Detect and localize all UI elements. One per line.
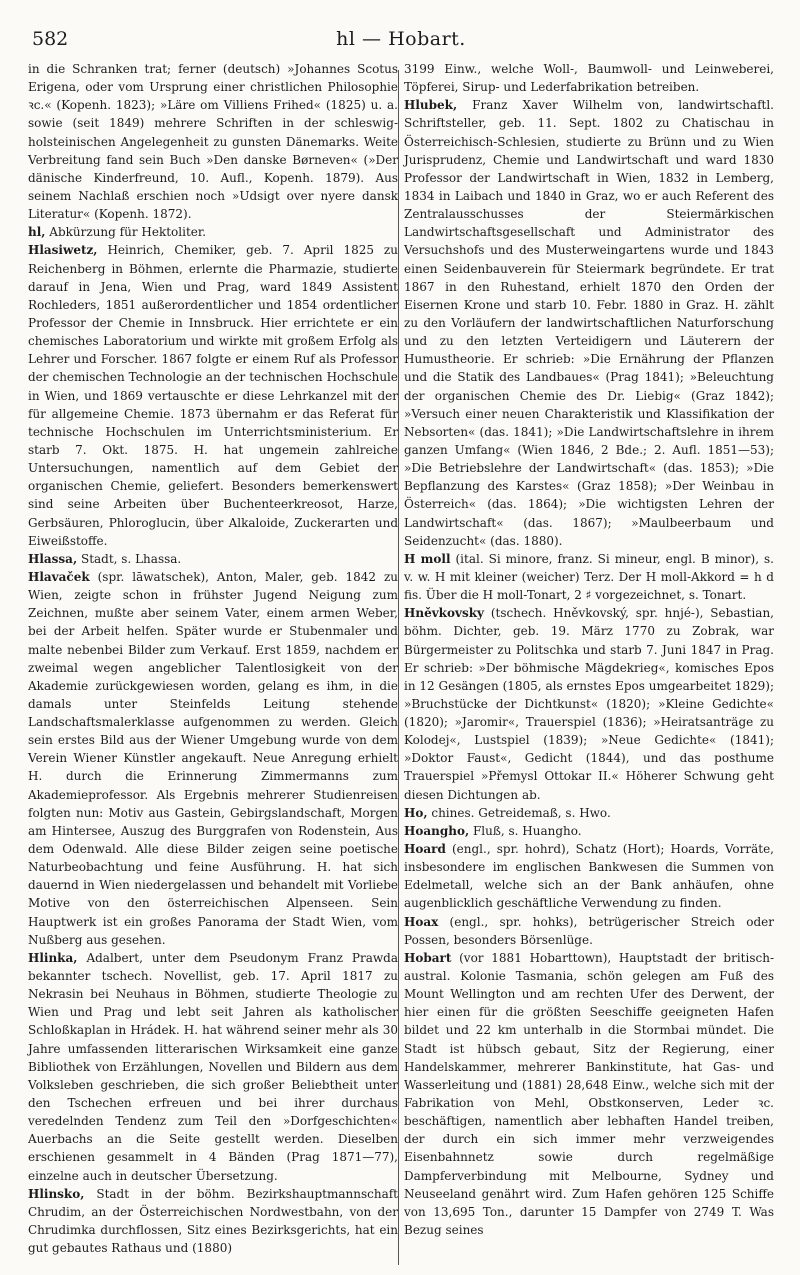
- dictionary-entry: [404, 949, 774, 1239]
- entry-text: (ital. Si minore, franz. Si mineur, engl. B minor), s. v. w. H mit kleiner (weicher) Terz. Der H moll-Akkord = h d fis. Über die H moll-Tonart, 2 ♯ vorgezeichnet, s. Tonart.: [404, 551, 774, 603]
- entry-headword: Hoax: [404, 914, 439, 929]
- dictionary-entry: [28, 241, 398, 549]
- text-columns: [28, 60, 774, 1257]
- entry-text: (tschech. Hněvkovský, spr. hnjé-), Sebastian, böhm. Dichter, geb. 19. März 1770 zu Zobrak, war Bürgermeister zu Politschka und starb 7. Juni 1847 in Prag. Er schrieb: »Der böhmische Mägdekrieg«, komisches Epos in 12 Gesängen (1805, als ernstes Epos umgearbeitet 1829); »Bruchstücke der Dichtkunst« (1820); »Kleine Gedichte« (1820); »Jaromir«, Trauerspiel (1836); »Heiratsanträge zu Kolodej«, Lustspiel (1839); »Neue Gedichte« (1841); »Doktor Faust«, Gedicht (1844), und das posthume Trauerspiel »Přemysl Ottokar II.« Höherer Schwung geht diesen Dichtungen ab.: [404, 606, 774, 802]
- entry-headword: hl,: [28, 225, 46, 240]
- entry-text: Adalbert, unter dem Pseudonym Franz Prawda bekannter tschech. Novellist, geb. 17. April 1817 zu Nekrasin bei Neuhaus in Böhmen, studierte Theologie zu Wien und Prag und lebt seit Jahren als katholischer Schloßkaplan in Hrádek. H. hat während seiner mehr als 30 Jahre umfassenden litterarischen Wirksamkeit eine ganze Bibliothek von Erzählungen, Novellen und Bildern aus dem Volksleben geschrieben, die sich großer Beliebtheit unter den Tschechen erfreuen und bei ihrer durchaus veredelnden Tendenz zum Teil den »Dorfgeschichten« Auerbachs an die Seite gestellt werden. Dieselben erschienen gesammelt in 4 Bänden (Prag 1871—77), einzelne auch in deutscher Übersetzung.: [28, 950, 398, 1183]
- entry-text: Stadt in der böhm. Bezirkshauptmannschaft Chrudim, an der Österreichischen Nordwestbahn, von der Chrudimka durchflossen, Sitz eines Bezirksgerichts, hat ein gut gebautes Rathaus und (1880): [28, 1186, 398, 1256]
- dictionary-entry: [28, 1185, 398, 1258]
- entry-headword: Hlassa,: [28, 551, 78, 566]
- dictionary-entry: [404, 96, 774, 550]
- left-column: [28, 60, 398, 1257]
- dictionary-entry: [28, 550, 398, 568]
- dictionary-entry: [404, 604, 774, 804]
- entry-headword: Hlavaček: [28, 569, 90, 584]
- entry-text: chines. Getreidemaß, s. Hwo.: [431, 805, 611, 820]
- entry-text: Stadt, s. Lhassa.: [80, 551, 182, 566]
- dictionary-entry: [404, 804, 774, 822]
- dictionary-entry: [404, 60, 774, 96]
- entry-text: Franz Xaver Wilhelm von, landwirtschaftl. Schriftsteller, geb. 11. Sept. 1802 zu Chatischau in Österreichisch-Schlesien, studierte zu Brünn und zu Wien Jurisprudenz, Chemie und Landwirtschaft und ward 1830 Professor der Landwirtschaft in Wien, 1832 in Lemberg, 1834 in Laibach und 1840 in Graz, wo er auch Referent des Zentralausschusses der Steiermärkischen Landwirtschaftsgesellschaft und Administrator des Versuchshofs und des Musterweingartens wurde und 1843 einen Seidenbauverein für Steiermark begründete. Er trat 1867 in den Ruhestand, erhielt 1870 den Orden der Eisernen Krone und starb 10. Febr. 1880 in Graz. H. zählt zu den Vorläufern der landwirtschaftlichen Naturforschung und zu den letzten Verteidigern und Läuterern der Humustheorie. Er schrieb: »Die Ernährung der Pflanzen und die Statik des Landbaues« (Prag 1841); »Beleuchtung der organischen Chemie des Dr. Liebig« (Graz 1842); »Versuch einer neuen Charakteristik und Klassifikation der Nebsorten« (das. 1841); »Die Landwirtschaftslehre in ihrem ganzen Umfang« (Wien 1846, 2 Bde.; 2. Aufl. 1851—53); »Die Betriebslehre der Landwirtschaft« (das. 1853); »Die Bepflanzung des Karstes« (Graz 1858); »Der Weinbau in Österreich« (das. 1864); »Die wichtigsten Lehren der Landwirtschaft« (das. 1867); »Maulbeerbaum und Seidenzucht« (das. 1880).: [404, 98, 774, 548]
- entry-headword: Ho,: [404, 805, 428, 820]
- entry-headword: Hobart: [404, 950, 452, 965]
- dictionary-entry: [404, 913, 774, 949]
- dictionary-entry: [28, 949, 398, 1185]
- entry-text: in die Schranken trat; ferner (deutsch) »Johannes Scotus Erigena, oder vom Ursprung einer christlichen Philosophie ꝛc.« (Kopenh. 1823); »Läre om Villiens Frihed« (1825) u. a. sowie (seit 1849) mehrere Schriften in der schleswig-holsteinischen Angelegenheit zu gunsten Dänemarks. Weite Verbreitung fand sein Buch »Den danske Børneven« (»Der dänische Kinderfreund, 10. Aufl., Kopenh. 1879). Aus seinem Nachlaß erschien noch »Udsigt over nyere dansk Literatur« (Kopenh. 1872).: [28, 62, 398, 222]
- entry-headword: Hlinka,: [28, 950, 78, 965]
- entry-headword: H moll: [404, 551, 451, 566]
- page-number: 582: [32, 28, 69, 50]
- dictionary-entry: [404, 550, 774, 604]
- dictionary-entry: [404, 840, 774, 913]
- entry-headword: Hlasiwetz,: [28, 243, 98, 258]
- column-divider: [398, 70, 399, 1265]
- page-header: [28, 26, 774, 60]
- entry-text: (engl., spr. hohrd), Schatz (Hort); Hoards, Vorräte, insbesondere im englischen Bankwesen die Summen von Edelmetall, welche sich an der Bank anhäufen, ohne augenblicklich geschäftliche Verwendung zu finden.: [404, 842, 774, 911]
- entry-headword: Hněvkovsky: [404, 606, 485, 621]
- dictionary-entry: [28, 60, 398, 223]
- dictionary-entry: [28, 223, 398, 241]
- entry-text: Abkürzung für Hektoliter.: [49, 225, 207, 240]
- entry-text: Fluß, s. Huangho.: [472, 823, 582, 838]
- entry-text: (spr. lāwatschek), Anton, Maler, geb. 1842 zu Wien, zeigte schon in frühster Jugend Neigung zum Zeichnen, mußte aber seinem Vater, einem armen Weber, bei der Arbeit helfen. Später wurde er Stubenmaler und malte nebenbei Bilder zum Verkauf. Erst 1859, nachdem er zweimal wegen angeblicher Talentlosigkeit von der Akademie zurückgewiesen worden, gelang es ihm, in die damals unter Steinfelds Leitung stehende Landschaftsmalerklasse aufgenommen zu werden. Gleich sein erstes Bild aus der Wiener Umgebung wurde von dem Verein Wiener Künstler angekauft. Neue Anregung erhielt H. durch die Erinnerung Zimmermanns zum Akademieprofessor. Als Ergebnis mehrerer Studienreisen folgten nun: Motiv aus Gastein, Gebirgslandschaft, Morgen am Hintersee, Auszug des Burggrafen von Rodenstein, Aus dem Odenwald. Alle diese Bilder zeigen seine poetische Naturbeobachtung und feine Ausführung. H. hat sich dauernd in Wien niedergelassen und behandelt mit Vorliebe Motive von den österreichischen Alpenseen. Sein Hauptwerk ist ein großes Panorama der Stadt Wien, vom Nußberg aus gesehen.: [28, 569, 398, 947]
- dictionary-entry: [28, 568, 398, 949]
- entry-text: (engl., spr. hohks), betrügerischer Streich oder Possen, besonders Börsenlüge.: [404, 914, 774, 947]
- entry-text: Heinrich, Chemiker, geb. 7. April 1825 zu Reichenberg in Böhmen, erlernte die Pharmazie, studierte darauf in Jena, Wien und Prag, ward 1849 Assistent Rochleders, 1851 außerordentlicher und 1854 ordentlicher Professor der Chemie in Innsbruck. Hier errichtete er ein chemisches Laboratorium und wirkte mit großem Erfolg als Lehrer und Forscher. 1867 folgte er einem Ruf als Professor der chemischen Technologie an der technischen Hochschule in Wien, und 1869 vertauschte er diese Lehrkanzel mit der für allgemeine Chemie. 1873 übernahm er das Referat für technische Hochschulen im Unterrichtsministerium. Er starb 7. Okt. 1875. H. hat ungemein zahlreiche Untersuchungen, namentlich auf dem Gebiet der organischen Chemie, geliefert. Besonders bemerkenswert sind seine Arbeiten über Buchenteerkreosot, Harze, Gerbsäuren, Phloroglucin, über Alkaloide, Zuckerarten und Eiweißstoffe.: [28, 243, 398, 548]
- entry-headword: Hlubek,: [404, 98, 458, 113]
- entry-headword: Hoard: [404, 842, 446, 857]
- entry-headword: Hlinsko,: [28, 1186, 85, 1201]
- dictionary-entry: [404, 822, 774, 840]
- entry-headword: Hoangho,: [404, 823, 470, 838]
- running-head: hl — Hobart.: [336, 28, 466, 50]
- entry-text: 3199 Einw., welche Woll-, Baumwoll- und Leinweberei, Töpferei, Sirup- und Lederfabrikation betreiben.: [404, 62, 774, 95]
- right-column: [404, 60, 774, 1257]
- entry-text: (vor 1881 Hobarttown), Hauptstadt der britisch-austral. Kolonie Tasmania, schön gelegen am Fuß des Mount Wellington und am rechten Ufer des Derwent, der hier einen für die größten Seeschiffe geeigneten Hafen bildet und 22 km unterhalb in die Stormbai mündet. Die Stadt ist hübsch gebaut, Sitz der Regierung, einer Handelskammer, mehrerer Bankinstitute, hat Gas- und Wasserleitung und (1881) 28,648 Einw., welche sich mit der Fabrikation von Mehl, Obstkonserven, Leder ꝛc. beschäftigen, namentlich aber lebhaften Handel treiben, der durch ein sich immer mehr verzweigendes Eisenbahnnetz sowie durch regelmäßige Dampferverbindung mit Melbourne, Sydney und Neuseeland genährt wird. Zum Hafen gehören 125 Schiffe von 13,695 Ton., darunter 15 Dampfer von 2749 T. Was Bezug seines: [404, 950, 774, 1237]
